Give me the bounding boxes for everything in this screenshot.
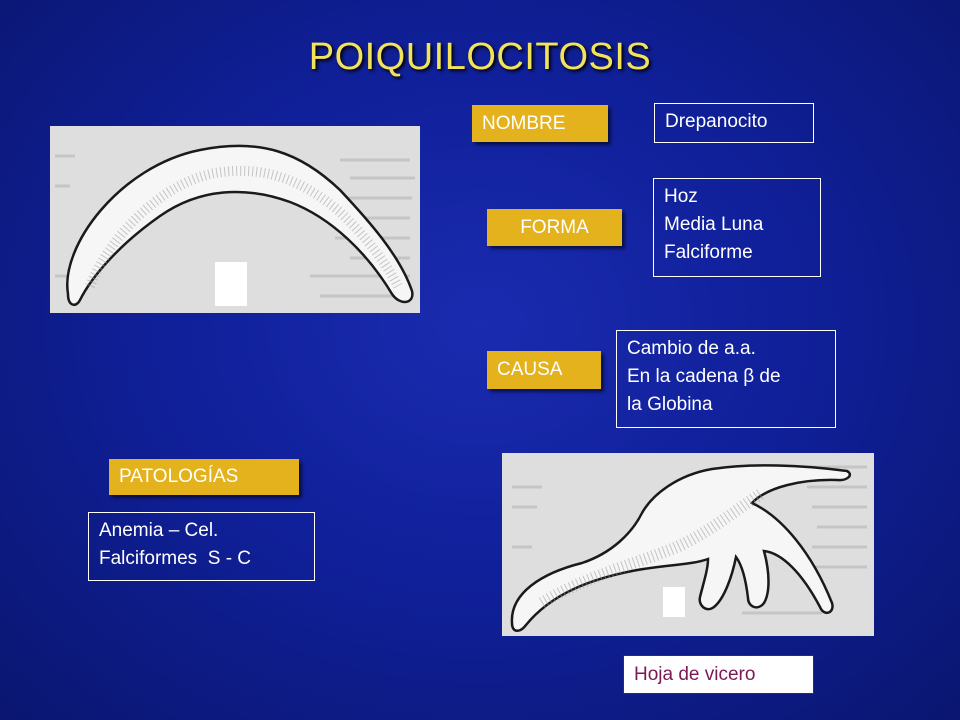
patologias-label: PATOLOGÍAS [109, 459, 299, 495]
nombre-value: Drepanocito [654, 103, 814, 143]
forma-label-text: FORMA [520, 216, 589, 238]
causa-values [616, 330, 836, 428]
causa-label: CAUSA [487, 351, 601, 389]
patologias-line-2: Falciformes S - C [99, 548, 252, 569]
image-blank-patch [215, 262, 247, 306]
patologias-line-1: Anemia – Cel. [99, 520, 219, 541]
forma-value-1: Hoz [664, 186, 698, 207]
hoja-de-vicero-caption: Hoja de vicero [623, 655, 814, 694]
causa-line-3: la Globina [627, 394, 713, 415]
forma-value-2: Media Luna [664, 214, 764, 235]
nombre-label: NOMBRE [472, 105, 608, 142]
forma-value-3: Falciforme [664, 242, 753, 263]
patologias-values [88, 512, 315, 581]
forma-label [487, 209, 622, 246]
hoja-de-vicero-image [502, 453, 874, 636]
causa-line-2: En la cadena β de [627, 366, 781, 387]
slide-title: POIQUILOCITOSIS [308, 36, 652, 78]
forma-values [653, 178, 821, 277]
causa-line-1: Cambio de a.a. [627, 338, 756, 359]
image-blank-patch-lower [663, 587, 685, 617]
